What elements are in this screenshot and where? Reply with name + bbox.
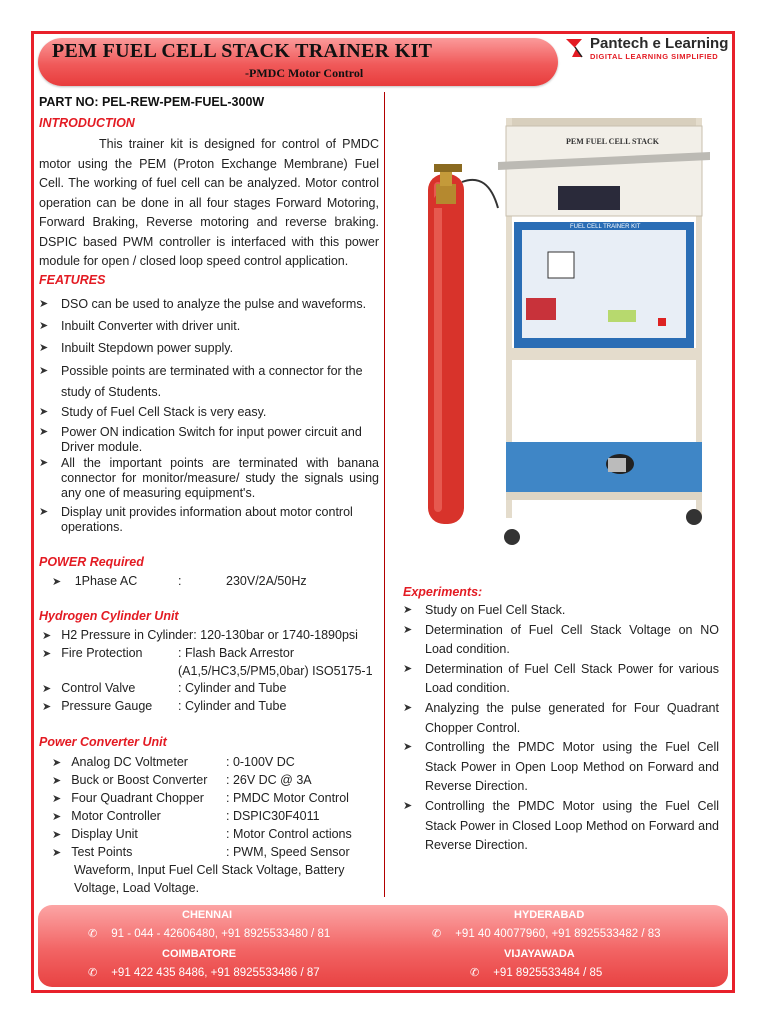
arrow-bullet-icon: ➤ [403,623,413,636]
arrow-bullet-icon: ➤ [39,506,49,518]
converter-test-cont: Voltage, Load Voltage. [74,881,200,895]
brand-logo-icon [562,35,588,61]
hydrogen-valve: ➤ Control Valve : Cylinder and Tube [42,681,287,695]
arrow-bullet-icon: ➤ [39,426,49,438]
list-item: ➤ Power ON indication Switch for input power circuit and Driver module. [39,425,362,454]
list-item: ➤ Possible points are terminated with a connector for the study of Students. [37,361,379,405]
features-list [37,297,379,537]
footer-phone-coimbatore: ✆ +91 422 435 8486, +91 8925533486 / 87 [88,967,320,979]
phone-icon: ✆ [88,928,98,940]
arrow-bullet-icon: ➤ [403,741,413,754]
footer-city-chennai: CHENNAI [182,909,233,921]
converter-test-cont: Waveform, Input Fuel Cell Stack Voltage, Battery [74,863,345,877]
hydrogen-heading: Hydrogen Cylinder Unit [39,609,179,623]
phone-icon: ✆ [470,967,480,979]
converter-row: ➤ Motor Controller : DSPIC30F4011 [52,809,320,823]
footer-city-hyderabad: HYDERABAD [514,909,585,921]
arrow-bullet-icon: ➤ [403,662,413,675]
hydrogen-gauge: ➤ Pressure Gauge : Cylinder and Tube [42,699,287,713]
phone-icon: ✆ [432,928,442,940]
part-number: PART NO: PEL-REW-PEM-FUEL-300W [39,95,265,109]
converter-row: ➤ Buck or Boost Converter : 26V DC @ 3A [52,773,312,787]
hydrogen-fire-cont: (A1,5/HC3,5/PM5,0bar) ISO5175-1 [178,664,373,678]
hydrogen-cylinder [428,164,498,524]
product-photo [398,112,732,560]
converter-heading: Power Converter Unit [39,735,167,749]
converter-row: ➤ Display Unit : Motor Control actions [52,827,352,841]
page-subtitle: -PMDC Motor Control [245,66,364,80]
trainer-stand [498,118,710,545]
arrow-bullet-icon: ➤ [403,799,413,812]
list-item: ➤ Display unit provides information about motor control operations. [39,505,353,534]
arrow-bullet-icon: ➤ [403,604,413,616]
list-item: ➤ Controlling the PMDC Motor using the Fuel Cell Stack Power in Open Loop Method on Forward and Reverse Direction. [403,740,719,794]
arrow-bullet-icon: ➤ [39,365,49,377]
list-item: ➤ All the important points are terminated with banana connector for monitor/measure/ study the signals using any one of measuring equipment's. [39,456,379,500]
introduction-heading: INTRODUCTION [39,116,135,130]
arrow-bullet-icon: ➤ [39,320,49,332]
list-item: ➤ Analyzing the pulse generated for Four Quadrant Chopper Control. [403,700,719,735]
arrow-bullet-icon: ➤ [403,701,413,714]
list-item: ➤ Study on Fuel Cell Stack. [401,601,719,621]
experiments-heading: Experiments: [403,585,483,599]
brand-logo [560,33,735,65]
hydrogen-fire: ➤ Fire Protection : Flash Back Arrestor [42,646,295,660]
footer-phone-hyderabad: ✆ +91 40 40077960, +91 8925533482 / 83 [432,928,661,940]
power-row: ➤ 1Phase AC : 230V/2A/50Hz [52,574,307,588]
column-divider [384,92,385,897]
introduction-text [39,135,379,272]
converter-row: ➤ Test Points : PWM, Speed Sensor [52,845,350,859]
list-item: ➤ Determination of Fuel Cell Stack Power for various Load condition. [403,661,719,696]
brand-tagline: DIGITAL LEARNING SIMPLIFIED [590,52,719,61]
arrow-bullet-icon: ➤ [52,576,62,588]
phone-icon: ✆ [88,967,98,979]
introduction-body: This trainer kit is designed for control of PMDC motor using the PEM (Proton Exchange Membrane) Fuel Cell. The working of fuel cell can be analyzed. Motor control operation can be done in all four stages Forward Motoring, Forward Braking, Reverse motoring and reverse braking. DSPIC based PWM controller is interfaced with this power module for open / closed loop speed control application. [39,137,379,268]
list-item: ➤ Inbuilt Converter with driver unit. [39,319,241,333]
hydrogen-pressure: ➤ H2 Pressure in Cylinder: 120-130bar or 1740-1890psi [42,628,358,642]
footer-city-vijayawada: VIJAYAWADA [504,948,575,960]
arrow-bullet-icon: ➤ [39,298,49,310]
footer-city-coimbatore: COIMBATORE [162,948,237,960]
list-item: ➤ Inbuilt Stepdown power supply. [39,341,234,355]
stack-label: PEM FUEL CELL STACK [566,137,659,146]
brand-name: Pantech e Learning [590,35,729,52]
list-item: ➤ Controlling the PMDC Motor using the Fuel Cell Stack Power in Closed Loop Method on Forward and Reverse Direction. [403,798,719,853]
list-item: ➤ Determination of Fuel Cell Stack Voltage on NO Load condition. [403,622,719,657]
converter-row: ➤ Analog DC Voltmeter : 0-100V DC [52,755,295,769]
page-title: PEM FUEL CELL STACK TRAINER KIT [52,40,433,62]
experiments-list [401,601,719,856]
panel-label: FUEL CELL TRAINER KIT [570,224,641,230]
arrow-bullet-icon: ➤ [39,406,49,418]
power-heading: POWER Required [39,555,144,569]
footer-phone-chennai: ✆ 91 - 044 - 42606480, +91 8925533480 / 81 [88,928,331,940]
converter-row: ➤ Four Quadrant Chopper : PMDC Motor Control [52,791,349,805]
features-heading: FEATURES [39,273,106,287]
list-item: ➤ DSO can be used to analyze the pulse and waveforms. [39,297,367,311]
arrow-bullet-icon: ➤ [39,457,49,469]
list-item: ➤ Study of Fuel Cell Stack is very easy. [39,405,267,419]
footer-phone-vijayawada: ✆ +91 8925533484 / 85 [470,967,603,979]
arrow-bullet-icon: ➤ [39,342,49,354]
